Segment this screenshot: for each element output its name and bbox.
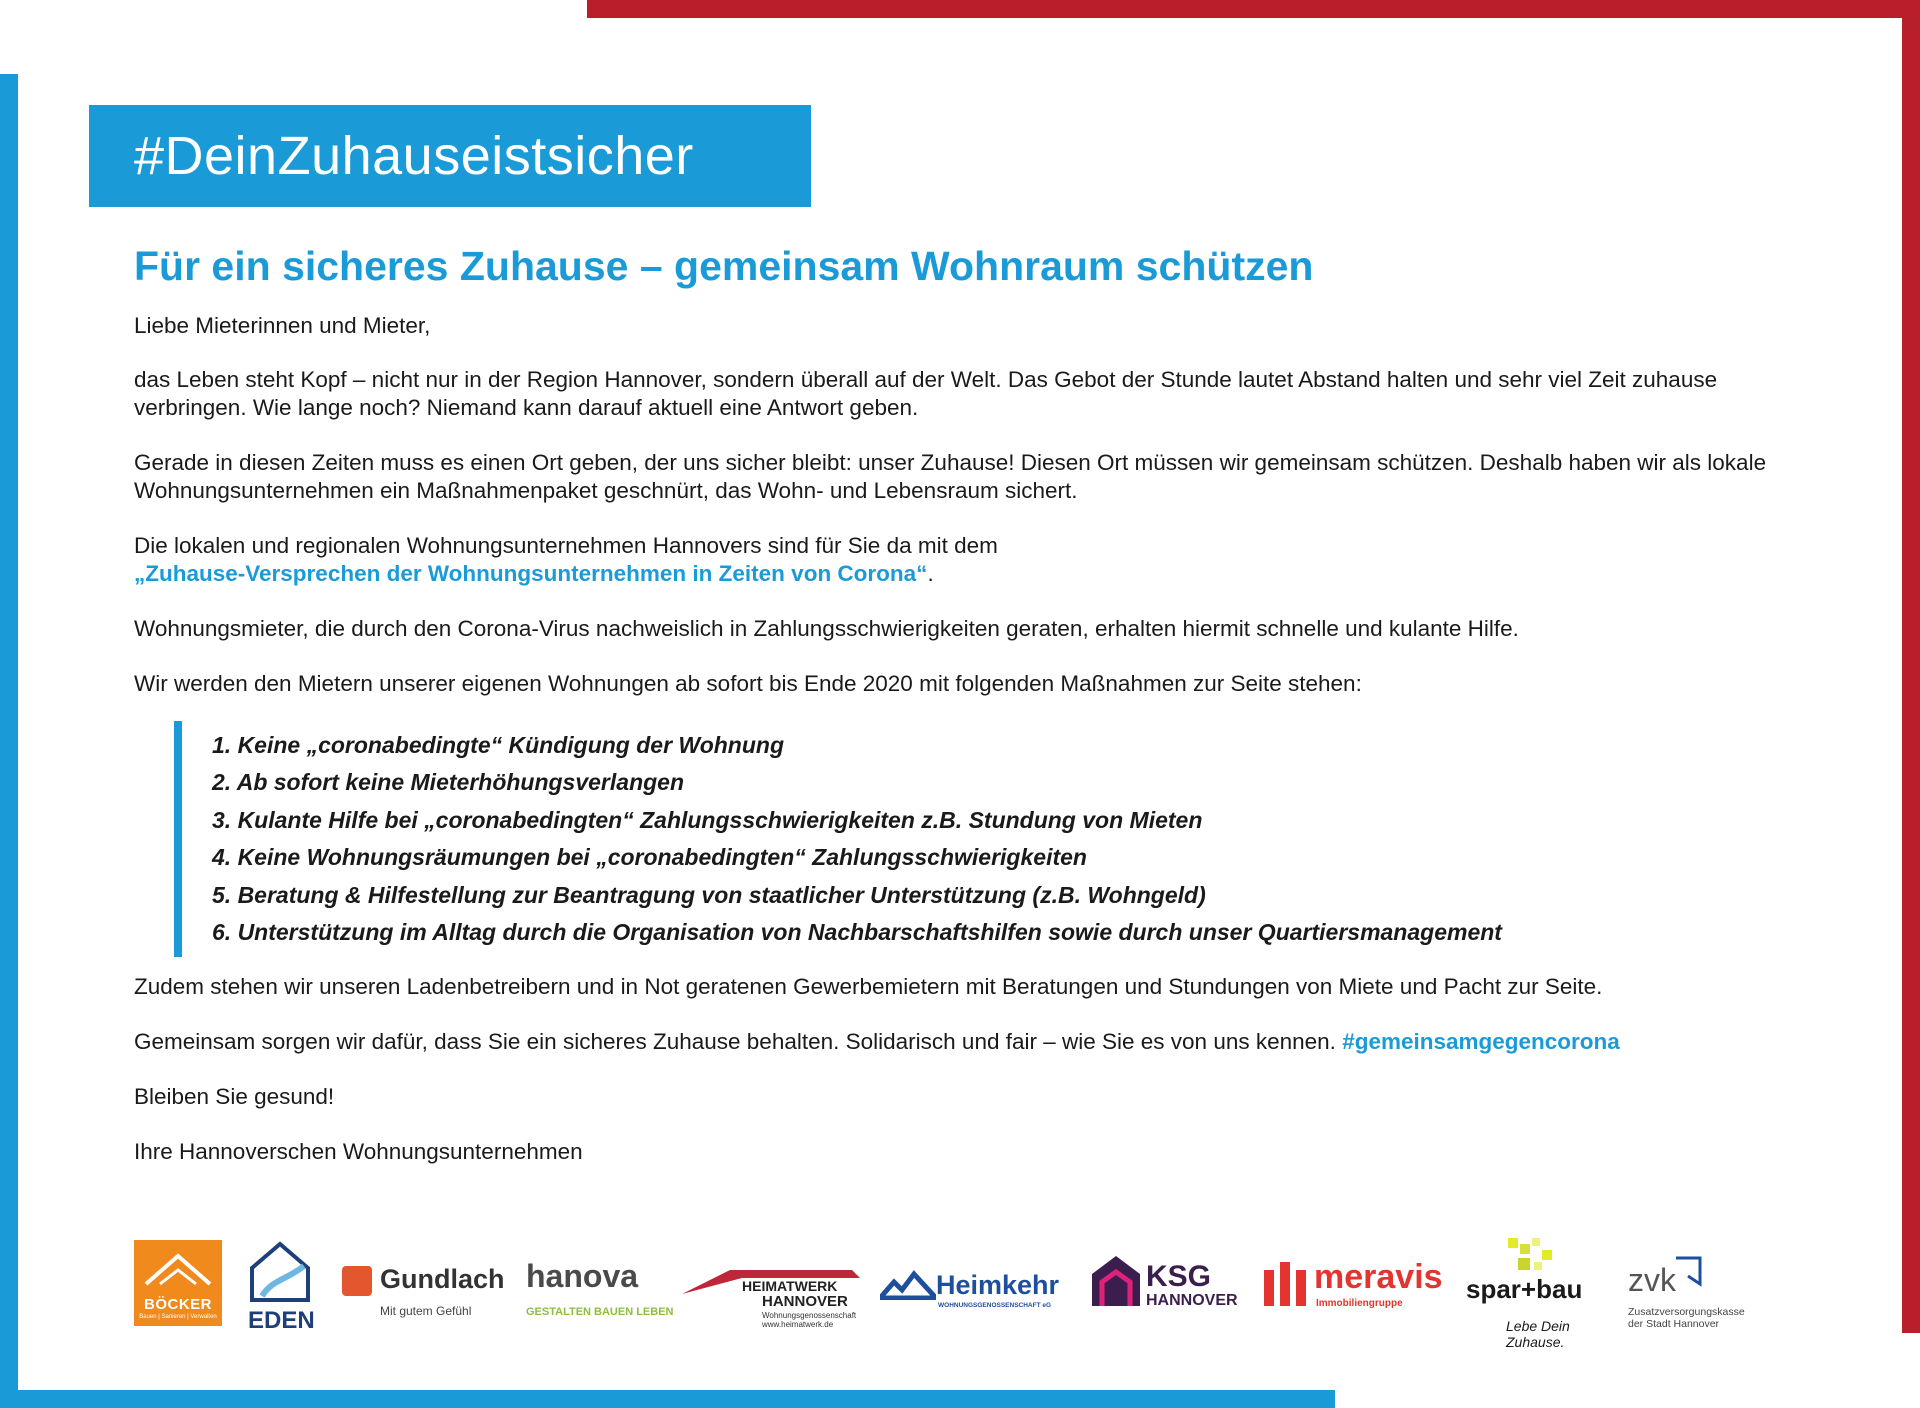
closing-signature: Ihre Hannoverschen Wohnungsunternehmen: [134, 1139, 583, 1165]
eden-house-icon: [248, 1240, 312, 1304]
heimatwerk-url: www.heimatwerk.de: [762, 1320, 834, 1329]
zvk-name: zvk: [1628, 1262, 1676, 1298]
headline: Für ein sicheres Zuhause – gemeinsam Wohnraum schützen: [134, 243, 1314, 289]
measure-item: 5. Beratung & Hilfestellung zur Beantragung von staatlicher Unterstützung (z.B. Wohngeld): [212, 881, 1206, 908]
zuhause-versprechen: „Zuhause-Versprechen der Wohnungsunternehmen in Zeiten von Corona“: [134, 561, 928, 586]
meravis-name: meravis: [1314, 1258, 1443, 1296]
sparbau-name: spar+bau: [1466, 1274, 1583, 1304]
zvk-box-icon: [1674, 1254, 1704, 1288]
heimatwerk-name-1: HEIMATWERK: [742, 1278, 838, 1294]
eden-logo: [248, 1240, 320, 1340]
sparbau-pixels-icon: [1496, 1236, 1576, 1276]
red-frame-right: [1902, 0, 1920, 1333]
heimatwerk-logo: [682, 1240, 862, 1340]
zvk-tagline-2: der Stadt Hannover: [1628, 1318, 1720, 1330]
heimatwerk-name-2: HANNOVER: [762, 1293, 848, 1310]
gundlach-g-icon: [342, 1266, 372, 1296]
gundlach-logo: [340, 1240, 510, 1340]
heimkehr-logo: [880, 1240, 1060, 1340]
hanova-name: hanova: [526, 1258, 639, 1294]
measure-item: 6. Unterstützung im Alltag durch die Organisation von Nachbarschaftshilfen sowie durch unser Quartiersmanagement: [212, 919, 1502, 946]
paragraph-7: [134, 1028, 1794, 1056]
measure-item: 3. Kulante Hilfe bei „coronabedingten“ Zahlungsschwierigkeiten z.B. Stundung von Mieten: [212, 806, 1203, 833]
gundlach-tagline: Mit gutem Gefühl: [380, 1304, 472, 1318]
closing-greeting: Bleiben Sie gesund!: [134, 1084, 335, 1110]
paragraph-3-intro: Die lokalen und regionalen Wohnungsunternehmen Hannovers sind für Sie da mit dem: [134, 533, 998, 558]
paragraph-2: Gerade in diesen Zeiten muss es einen Ort geben, der uns sicher bleibt: unser Zuhause! Diesen Ort müssen wir gemeinsam schützen. Deshalb haben wir als lokale Wohnungsunternehmen ein Maßnahmenpaket geschnürt, das Wohn- und Lebensraum sichert.: [134, 450, 1767, 503]
heimkehr-tagline: WOHNUNGSGENOSSENSCHAFT eG: [938, 1302, 1052, 1309]
meravis-m-icon: [1262, 1260, 1308, 1308]
meravis-tagline: Immobiliengruppe: [1316, 1298, 1403, 1309]
sparbau-tagline: Lebe Dein Zuhause.: [1506, 1318, 1570, 1350]
house-roof-icon: [134, 1244, 222, 1300]
measure-item: 1. Keine „coronabedingte“ Kündigung der Wohnung: [212, 732, 785, 758]
boecker-logo: [134, 1240, 222, 1340]
paragraph-6: Zudem stehen wir unseren Ladenbetreibern und in Not geratenen Gewerbemietern mit Beratungen und Stundungen von Miete und Pacht zur Seite.: [134, 974, 1603, 1000]
meravis-logo: [1262, 1240, 1452, 1340]
heimatwerk-tagline: Wohnungsgenossenschaft: [762, 1311, 857, 1320]
partner-logos: [134, 1240, 1814, 1350]
hanova-tagline: GESTALTEN BAUEN LEBEN: [526, 1306, 674, 1318]
paragraph-1: das Leben steht Kopf – nicht nur in der Region Hannover, sondern überall auf der Welt. Das Gebot der Stunde lautet Abstand halten und sehr viel Zeit zuhause verbringen. Wie lange noch? Niemand kann darauf aktuell eine Antwort geben.: [134, 367, 1718, 420]
measure-item: 2. Ab sofort keine Mieterhöhungsverlangen: [212, 769, 685, 796]
hashtag-title: #DeinZuhauseistsicher: [89, 105, 811, 207]
boecker-name: BÖCKER: [143, 1296, 212, 1313]
paragraph-4: Wohnungsmieter, die durch den Corona-Virus nachweislich in Zahlungsschwierigkeiten geraten, erhalten hiermit schnelle und kulante Hilfe.: [134, 616, 1519, 641]
measures-list: [174, 721, 1794, 957]
letter-body: [134, 312, 1794, 1166]
measure-item: 4. Keine Wohnungsräumungen bei „coronabedingten“ Zahlungsschwierigkeiten: [212, 844, 1087, 871]
ksg-sub: HANNOVER: [1146, 1292, 1238, 1309]
zvk-logo: [1628, 1240, 1808, 1340]
zvk-tagline-1: Zusatzversorgungskasse: [1628, 1306, 1745, 1318]
eden-name: EDEN: [248, 1307, 315, 1334]
salutation: Liebe Mieterinnen und Mieter,: [134, 313, 431, 338]
paragraph-5: Wir werden den Mietern unserer eigenen Wohnungen ab sofort bis Ende 2020 mit folgenden Maßnahmen zur Seite stehen:: [134, 671, 1362, 696]
paragraph-3: [134, 532, 1794, 588]
gundlach-name: Gundlach: [380, 1264, 505, 1294]
red-frame-top: [587, 0, 1920, 18]
ksg-name: KSG: [1146, 1260, 1212, 1293]
paragraph-7-text: Gemeinsam sorgen wir dafür, dass Sie ein sicheres Zuhause behalten. Solidarisch und fair – wie Sie es von uns kennen.: [134, 1029, 1336, 1055]
hanova-logo: [526, 1240, 686, 1340]
blue-frame-bottom: [0, 1390, 1335, 1408]
boecker-tagline: Bauen | Sanieren | Verwalten: [139, 1314, 217, 1320]
sparbau-logo: [1466, 1240, 1606, 1350]
hashtag-gemeinsamgegencorona: #gemeinsamgegencorona: [1342, 1029, 1620, 1055]
paragraph-3-end: .: [927, 561, 934, 586]
heimkehr-mountains-icon: [880, 1270, 936, 1300]
heimkehr-name: Heimkehr: [936, 1270, 1060, 1300]
blue-frame-left: [0, 74, 18, 1408]
ksg-house-icon: [1088, 1252, 1144, 1308]
ksg-logo: [1088, 1240, 1238, 1340]
